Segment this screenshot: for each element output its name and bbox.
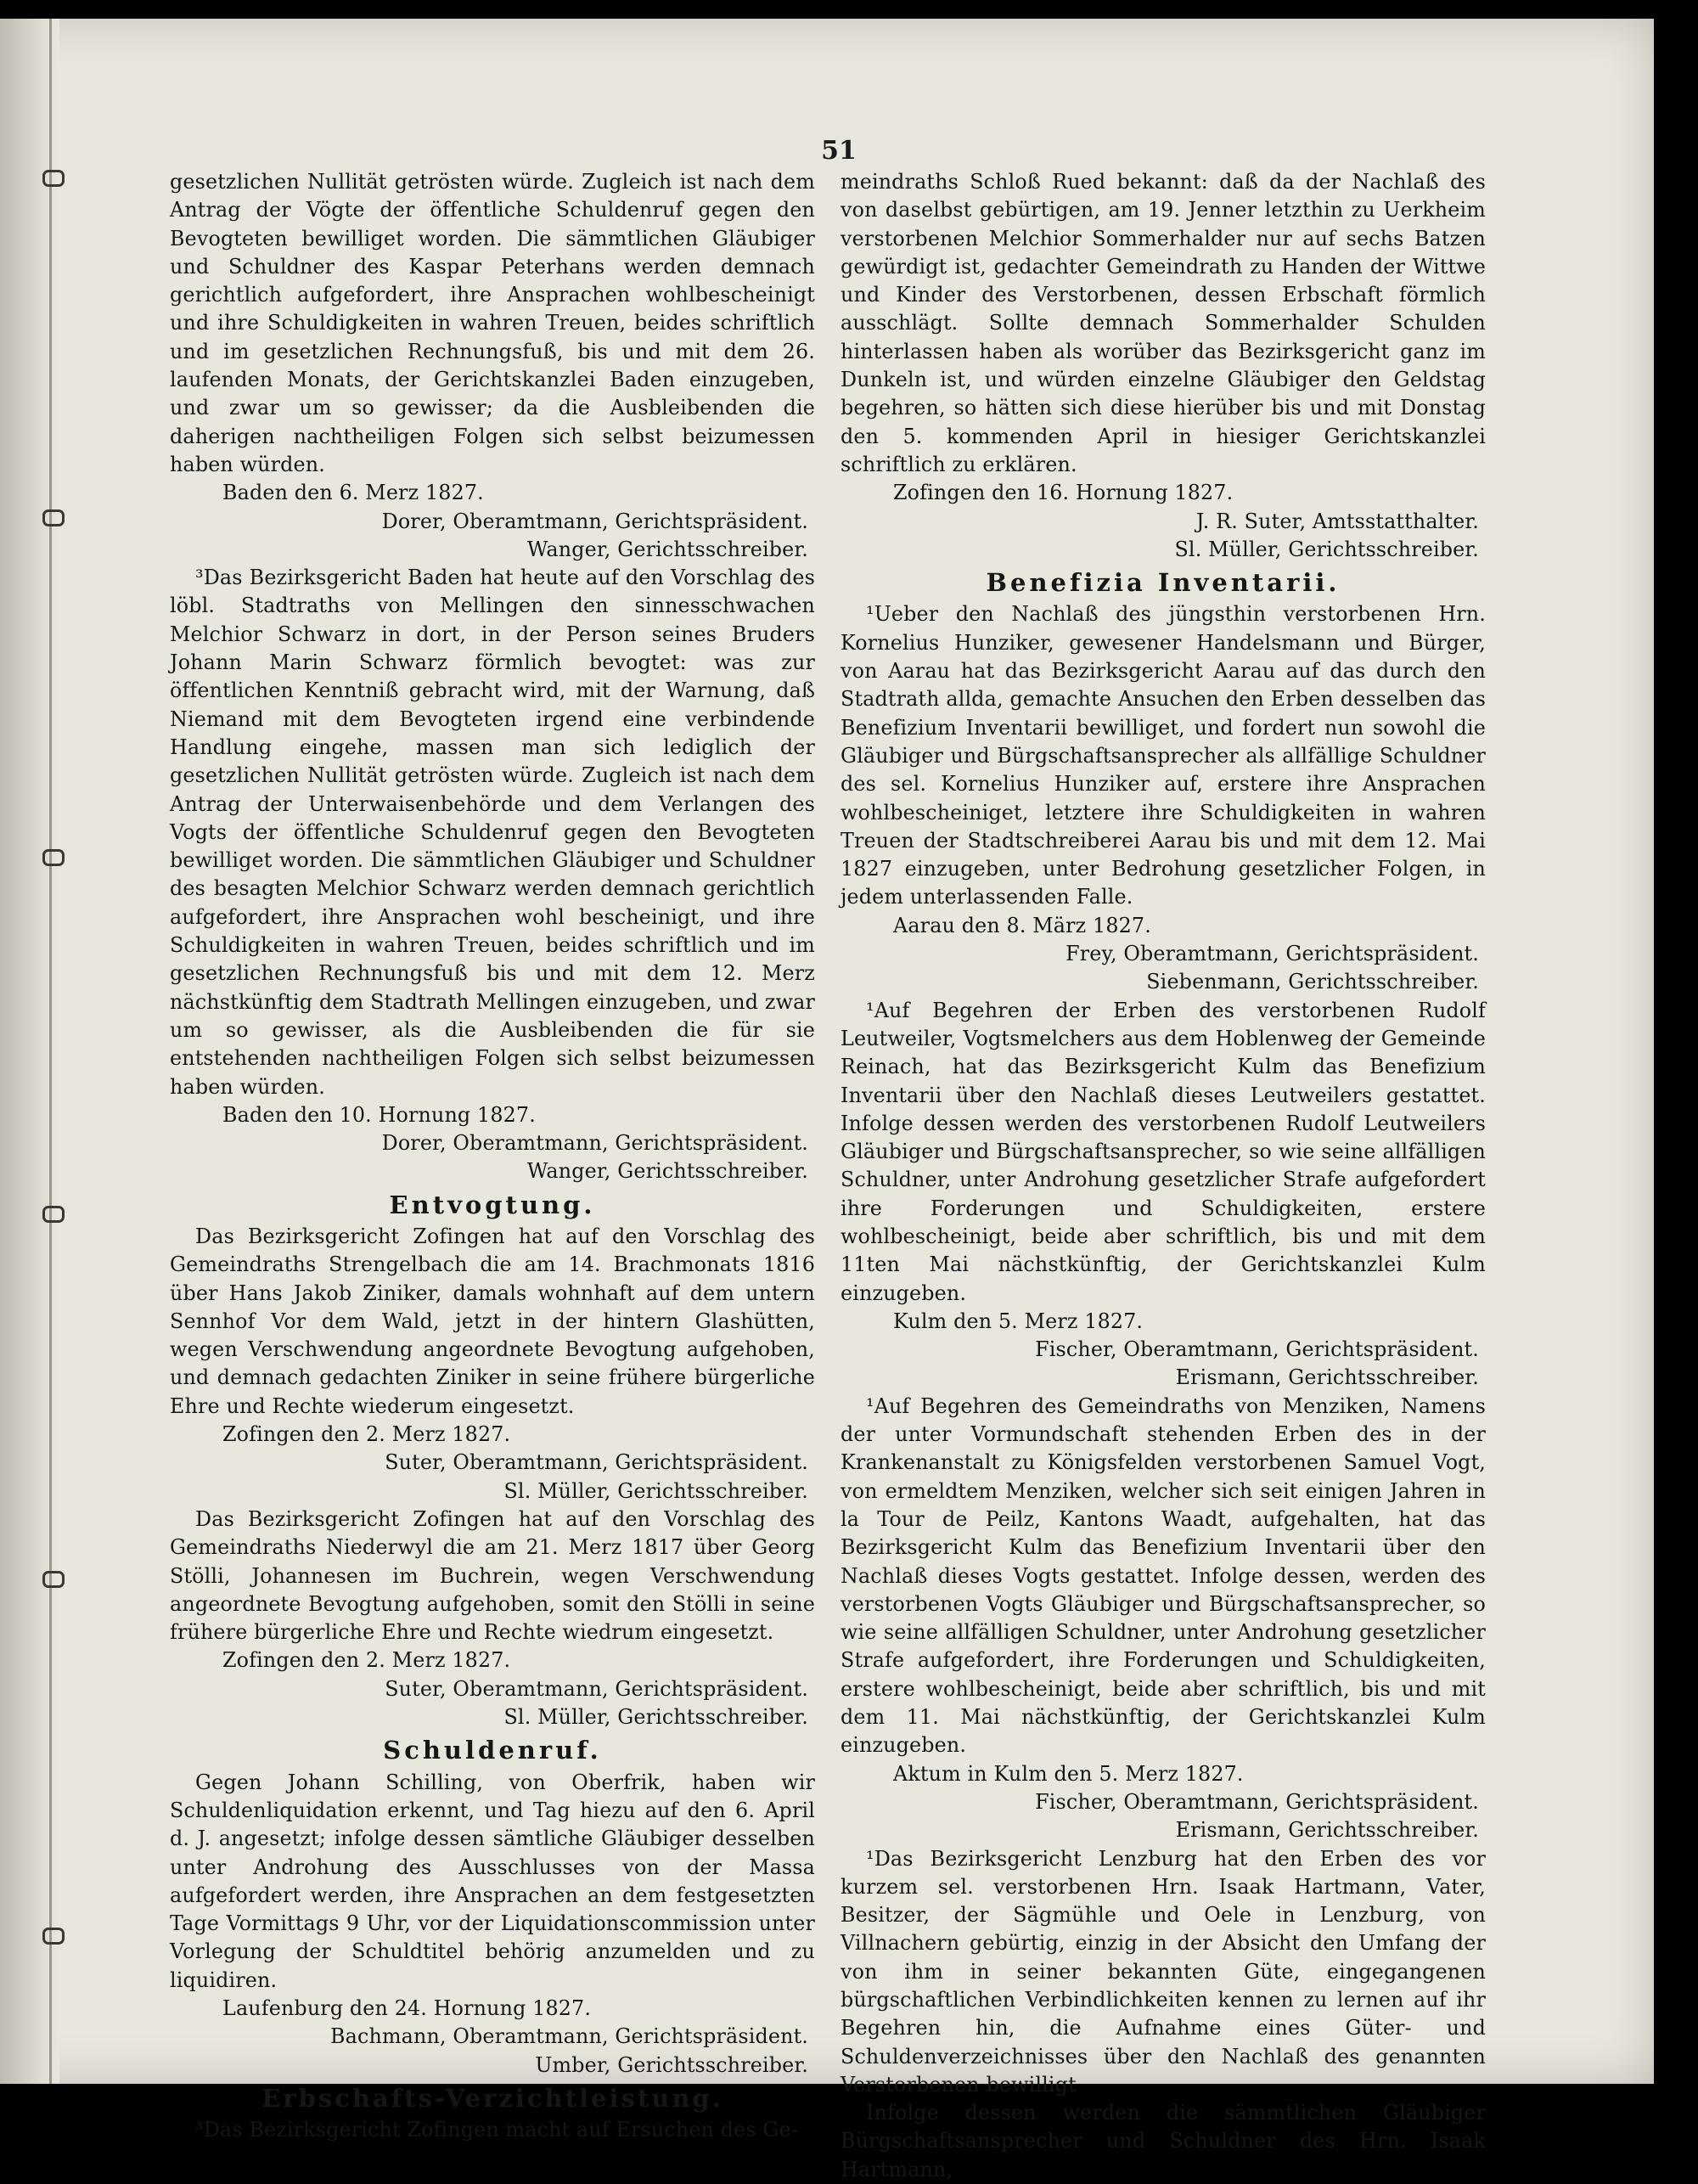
signature-president: Bachmann, Oberamtmann, Gerichtspräsident. — [330, 2024, 808, 2049]
signature-clerk: Umber, Gerichtsschreiber. — [535, 2052, 808, 2077]
signature-clerk: Sl. Müller, Gerichtsschreiber. — [503, 1478, 808, 1503]
section-heading-erbschafts-verzichtleistung: Erbschafts-Verzichtleistung. — [261, 2083, 723, 2113]
notice-text: ¹Ueber den Nachlaß des jüngsthin verstorbenen Hrn. Kornelius Hunziker, gewesener Handelsmann und Bürger, von Aarau hat das Bezirksgericht Aarau auf das durch den Stadtrath allda, gemachte Ansuchen den Erben desselben das Benefizium Inventarii bewilliget, und fordert nun sowohl die Gläubiger und Bürgschaftsansprecher als allfällige Schuldner des sel. Kornelius Hunziker auf, erstere ihre Ansprachen wohlbescheiniget, letztere ihre Schuldigkeiten in wahren Treuen der Stadtschreiberei Aarau bis und mit dem 12. Mai 1827 einzugeben, unter Bedrohung gesetzlicher Folgen, in jedem unterlassenden Falle. — [841, 602, 1486, 909]
notice-place-date: Baden den 6. Merz 1827. — [222, 481, 484, 505]
section-heading-entvogtung: Entvogtung. — [389, 1190, 596, 1219]
signature-president: Dorer, Oberamtmann, Gerichtspräsident. — [381, 1131, 808, 1156]
notice-text: meindraths Schloß Rued bekannt: daß da der Nachlaß des von daselbst gebürtigen, am 19. Jenner letzthin zu Uerkheim verstorbenen Melchior Sommerhalder nur auf sechs Batzen gewürdigt ist, gedachter Gemeindrath zu Handen der Wittwe und Kinder des Verstorbenen, dessen Erbschaft förmlich ausschlägt. Sollte demnach Sommerhalder Schulden hinterlassen haben als worüber das Bezirksgericht ganz im Dunkeln ist, und würden einzelne Gläubiger den Geldstag begehren, so hätten sich diese hierüber bis und mit Donstag den 5. kommenden April in hiesiger Gerichtskanzlei schriftlich zu erklären. — [841, 170, 1486, 476]
signature-clerk: Erismann, Gerichtsschreiber. — [1175, 1365, 1479, 1390]
signature-clerk: Erismann, Gerichtsschreiber. — [1175, 1818, 1479, 1843]
notice-place-date: Zofingen den 2. Merz 1827. — [222, 1422, 511, 1447]
notice-place-date: Baden den 10. Hornung 1827. — [222, 1102, 536, 1127]
notice-place-date: Zofingen den 16. Hornung 1827. — [893, 481, 1234, 505]
notice — [170, 2116, 815, 2144]
notice — [170, 1506, 815, 1731]
notice-place-date: Zofingen den 2. Merz 1827. — [222, 1648, 511, 1673]
left-column — [170, 168, 815, 2144]
notice-text: Das Bezirksgericht Zofingen hat auf den Vorschlag des Gemeindraths Strengelbach die am 14. Brachmonats 1816 über Hans Jakob Ziniker, damals wohnhaft auf dem untern Sennhof Vor dem Wald, jetzt in der hintern Glashütten, wegen Verschwendung angeordnete Bevogtung aufgehoben, und demnach gedachten Ziniker in seine frühere bürgerliche Ehre und Rechte wiederum eingesetzt. — [170, 1224, 815, 1418]
signature-clerk: Siebenmann, Gerichtsschreiber. — [1146, 970, 1479, 994]
notice — [170, 1769, 815, 2080]
signature-president: Suter, Oberamtmann, Gerichtspräsident. — [385, 1450, 808, 1475]
notice — [170, 564, 815, 1186]
section-heading-benefizia-inventarii: Benefizia Inventarii. — [986, 568, 1341, 598]
notice-text: ¹Auf Begehren der Erben des verstorbenen Rudolf Leutweiler, Vogtsmelchers aus dem Hoblenweg der Gemeinde Reinach, hat das Bezirksgericht Kulm das Benefizium Inventarii über den Nachlaß dieses Leutweilers gestattet. Infolge dessen werden des verstorbenen Rudolf Leutweilers Gläubiger und Bürgschaftsansprecher, so wie seine allfälligen Schuldner, unter Androhung gesetzlicher Strafe aufgefordert ihre Forderungen und Schuldigkeiten, erstere wohlbescheinigt, beide aber schriftlich, bis und mit dem 11ten Mai nächstkünftig, der Gerichtskanzlei Kulm einzugeben. — [841, 998, 1486, 1305]
right-column — [841, 168, 1486, 2184]
signature-president: Fischer, Oberamtmann, Gerichtspräsident. — [1035, 1337, 1479, 1362]
notice-place-date: Kulm den 5. Merz 1827. — [893, 1309, 1144, 1333]
notice — [170, 168, 815, 564]
signature-clerk: Sl. Müller, Gerichtsschreiber. — [503, 1705, 808, 1730]
notice — [841, 168, 1486, 564]
notice — [841, 997, 1486, 1393]
signature-clerk: Sl. Müller, Gerichtsschreiber. — [1174, 537, 1479, 561]
notice-text: ³Das Bezirksgericht Zofingen macht auf Ersuchen des Ge- — [195, 2118, 799, 2142]
notice-place-date: Aktum in Kulm den 5. Merz 1827. — [893, 1761, 1244, 1786]
stitch-hole — [42, 1206, 65, 1223]
section-heading-schuldenruf: Schuldenruf. — [383, 1736, 602, 1765]
stitch-hole — [42, 1928, 65, 1945]
stitch-hole — [42, 509, 65, 526]
signature-president: Frey, Oberamtmann, Gerichtspräsident. — [1065, 942, 1479, 966]
notice — [170, 1223, 815, 1506]
notice-place-date: Laufenburg den 24. Hornung 1827. — [222, 1996, 592, 2020]
notice-text: ¹Das Bezirksgericht Lenzburg hat den Erben des vor kurzem sel. verstorbenen Hrn. Isaak Hartmann, Vater, Besitzer, der Sägmühle und Oele in Lenzburg, von Villnachern gebürtig, einzig in der Absicht den Umfang der von ihm in seiner bekannten Güte, eingegangenen bürgschaftlichen Verbindlichkeiten kennen zu lernen auf ihr Begehren hin, die Aufnahme eines Güter- und Schuldenverzeichnisses über den Nachlaß des genannten Verstorbenen bewilligt — [841, 1846, 1486, 2097]
page-number: 51 — [821, 136, 857, 166]
notice — [841, 1845, 1486, 2184]
notice — [841, 600, 1486, 996]
signature-official: J. R. Suter, Amtsstatthalter. — [1195, 509, 1479, 533]
signature-president: Dorer, Oberamtmann, Gerichtspräsident. — [381, 509, 808, 533]
notice-text: ¹Auf Begehren des Gemeindraths von Menziken, Namens der unter Vormundschaft stehenden Erben des in der Krankenanstalt zu Königsfelden verstorbenen Samuel Vogt, von ermeldtem Menziken, welcher sich seit einigen Jahren in la Tour de Peilz, Kantons Waadt, aufgehalten, hat das Bezirksgericht Kulm das Benefizium Inventarii über den Nachlaß dieses Vogts gestattet. Infolge dessen, werden des verstorbenen Vogts Gläubiger und Bürgschaftsansprecher, so wie seine allfälligen Schuldner, unter Androhung gesetzlicher Strafe aufgefordert, ihre Forderungen und Schuldigkeiten, erstere wohlbescheinigt, beide aber schriftlich, bis und mit dem 11. Mai nächstkünftig, der Gerichtskanzlei Kulm einzugeben. — [841, 1393, 1486, 1758]
stitch-hole — [42, 170, 65, 187]
stitch-hole — [42, 1571, 65, 1588]
notice-place-date: Aarau den 8. März 1827. — [893, 913, 1151, 937]
signature-clerk: Wanger, Gerichtsschreiber. — [526, 537, 808, 561]
stitch-hole — [42, 849, 65, 866]
notice — [841, 1393, 1486, 1845]
notice-text-continued: Infolge dessen werden die sämmtlichen Gläubiger Bürgschaftsansprecher und Schuldner des Hrn. Isaak Hartmann, — [841, 2101, 1486, 2181]
signature-clerk: Wanger, Gerichtsschreiber. — [526, 1159, 808, 1184]
signature-president: Suter, Oberamtmann, Gerichtspräsident. — [385, 1676, 808, 1701]
signature-president: Fischer, Oberamtmann, Gerichtspräsident. — [1035, 1789, 1479, 1814]
page-fold-line — [49, 19, 52, 2084]
notice-text: Das Bezirksgericht Zofingen hat auf den Vorschlag des Gemeindraths Niederwyl die am 21. Merz 1817 über Georg Stölli, Johannesen im Buchrein, wegen Verschwendung angeordnete Bevogtung aufgehoben, somit den Stölli in seine frühere bürgerliche Ehre und Rechte wiedrum eingesetzt. — [170, 1506, 815, 1645]
notice-text: gesetzlichen Nullität getrösten würde. Zugleich ist nach dem Antrag der Vögte der öffentliche Schuldenruf gegen den Bevogteten bewilliget worden. Die sämmtlichen Gläubiger und Schuldner des Kaspar Peterhans werden demnach gerichtlich aufgefordert, ihre Ansprachen wohlbescheinigt und ihre Schuldigkeiten in wahren Treuen, beides schriftlich und im gesetzlichen Rechnungsfuß, bis und mit dem 26. laufenden Monats, der Gerichtskanzlei Baden einzugeben, und zwar um so gewisser; da die Ausbleibenden die daherigen nachtheiligen Folgen sich selbst beizumessen haben würden. — [170, 170, 815, 476]
notice-text: Gegen Johann Schilling, von Oberfrik, haben wir Schuldenliquidation erkennt, und Tag hiezu auf den 6. April d. J. angesetzt; infolge dessen sämtliche Gläubiger desselben unter Androhung des Ausschlusses von der Massa aufgefordert werden, ihre Ansprachen an dem festgesetzten Tage Vormittags 9 Uhr, vor der Liquidationscommission unter Vorlegung der Schuldtitel behörig anzumelden und zu liquidiren. — [170, 1770, 815, 1992]
notice-text: ³Das Bezirksgericht Baden hat heute auf den Vorschlag des löbl. Stadtraths von Mellingen den sinnesschwachen Melchior Schwarz in dort, in der Person seines Bruders Johann Marin Schwarz förmlich bevogtet: was zur öffentlichen Kenntniß gebracht wird, mit der Warnung, daß Niemand mit dem Bevogteten irgend eine verbindende Handlung eingehe, massen man sich lediglich der gesetzlichen Nullität getrösten würde. Zugleich ist nach dem Antrag der Unterwaisenbehörde und dem Verlangen des Vogts der öffentliche Schuldenruf gegen den Bevogteten bewilliget worden. Die sämmtlichen Gläubiger und Schuldner des besagten Melchior Schwarz werden demnach gerichtlich aufgefordert, ihre Ansprachen wohl bescheinigt, und ihre Schuldigkeiten in wahren Treuen, beides schriftlich und im gesetzlichen Rechnungsfuß bis und mit dem 12. Merz nächstkünftig dem Stadtrath Mellingen einzugeben, und zwar um so gewisser, als die Ausbleibenden die für sie entstehenden nachtheiligen Folgen sich selbst beizumessen haben würden. — [170, 566, 815, 1099]
